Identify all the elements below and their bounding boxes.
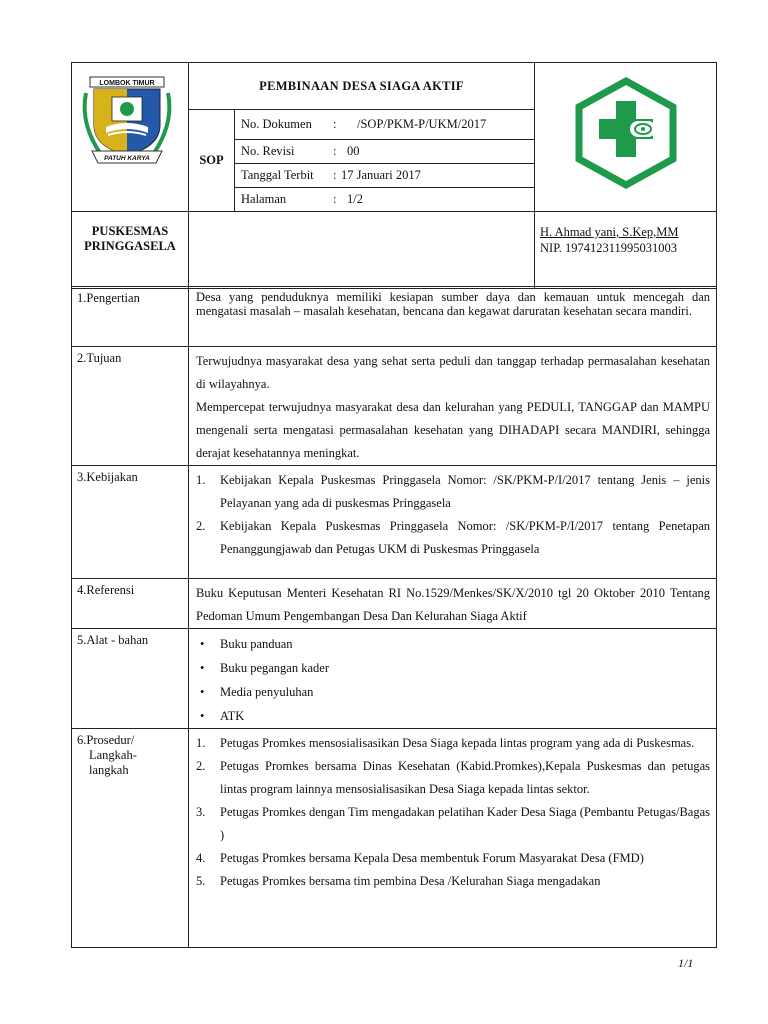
section-prosedur — [72, 729, 717, 948]
regency-logo-cell — [72, 63, 189, 212]
list-item: • Buku panduan — [196, 632, 710, 656]
meta-row-document-number: No. Dokumen : /SOP/PKM-P/UKM/2017 — [235, 110, 535, 140]
issue-date-value: 17 Januari 2017 — [341, 168, 421, 182]
section-pengertian — [72, 287, 717, 347]
section-kebijakan — [72, 466, 717, 579]
list-item: 1. Petugas Promkes mensosialisasikan Desa Siaga kepada lintas program yang ada di Puskesmas. — [196, 736, 695, 750]
meta-row-page: Halaman : 1/2 — [235, 188, 535, 212]
puskesmas-logo — [535, 63, 717, 207]
list-item: 2. Petugas Promkes bersama Dinas Kesehatan (Kabid.Promkes),Kepala Puskesmas dan petugas lintas program lainnya mensosialisasikan Desa Siaga kepada lintas sektor. — [196, 759, 710, 796]
sop-header-table — [71, 62, 717, 289]
meta-row-issue-date: Tanggal Terbit : 17 Januari 2017 — [235, 164, 535, 188]
section-label: 2.Tujuan — [72, 347, 189, 466]
list-item: 4. Petugas Promkes bersama Kepala Desa membentuk Forum Masyarakat Desa (FMD) — [196, 851, 644, 865]
section-label: 1.Pengertian — [72, 287, 189, 347]
page-value: 1/2 — [347, 192, 363, 206]
tujuan-paragraph-1: Terwujudnya masyarakat desa yang sehat serta peduli dan tanggap terhadap permasalahan kesehatan di wilayahnya. — [196, 354, 710, 391]
list-item: 3. Petugas Promkes dengan Tim mengadakan pelatihan Kader Desa Siaga (Pembantu Petugas/Bagas ) — [196, 805, 710, 842]
page-number: 1/1 — [678, 956, 694, 970]
logo-top-text: LOMBOK TIMUR — [99, 80, 155, 87]
bullet-icon: • — [200, 637, 205, 651]
bullet-icon: • — [200, 661, 205, 675]
document-number-value: /SOP/PKM-P/UKM/2017 — [357, 117, 487, 131]
section-label: 4.Referensi — [72, 579, 189, 629]
section-label: 3.Kebijakan — [72, 466, 189, 579]
signer-nip: NIP. 197412311995031003 — [540, 241, 678, 255]
section-alat-bahan — [72, 629, 717, 729]
bullet-icon: • — [200, 709, 205, 723]
list-item: 2. Kebijakan Kepala Puskesmas Pringgasela Nomor: /SK/PKM-P/I/2017 tentang Penetapan Penanggungjawab dan Petugas UKM di Puskesmas Pringgasela — [196, 519, 710, 556]
logo-bottom-text: PATUH KARYA — [104, 155, 150, 162]
lombok-timur-logo — [72, 63, 188, 207]
list-item: • Buku pegangan kader — [196, 656, 710, 680]
kebijakan-list — [196, 469, 710, 561]
list-item: 5. Petugas Promkes bersama tim pembina Desa /Kelurahan Siaga mengadakan — [196, 874, 601, 888]
document-title: PEMBINAAN DESA SIAGA AKTIF — [189, 63, 535, 110]
prosedur-list — [196, 732, 710, 893]
list-item: • Media penyuluhan — [196, 680, 710, 704]
header-blank-cell — [189, 212, 535, 289]
alat-bahan-list — [196, 632, 710, 728]
meta-row-revision: No. Revisi : 00 — [235, 140, 535, 164]
puskesmas-name: PUSKESMAS PRINGGASELA — [72, 212, 189, 289]
section-tujuan — [72, 347, 717, 466]
pengertian-text: Desa yang penduduknya memiliki kesiapan sumber daya dan kemauan untuk mencegah dan mengatasi masalah – masalah kesehatan, bencana dan kegawat daruratan kesehatan secara mandiri. — [196, 290, 710, 318]
signer-name: H. Ahmad yani, S.Kep,MM — [540, 225, 679, 239]
tujuan-paragraph-2: Mempercepat terwujudnya masyarakat desa dan kelurahan yang PEDULI, TANGGAP dan MAMPU mengenali serta mengatasi permasalahan kesehatan yang DIHADAPI secara MANDIRI, sehingga derajat kesehatannya meningkat. — [196, 400, 710, 460]
list-item: 1. Kebijakan Kepala Puskesmas Pringgasela Nomor: /SK/PKM-P/I/2017 tentang Jenis – jenis Pelayanan yang ada di puskesmas Pringgasela — [196, 473, 710, 510]
bullet-icon: • — [200, 685, 205, 699]
signature-block — [535, 212, 717, 289]
section-label: 5.Alat - bahan — [72, 629, 189, 729]
sop-content-table — [71, 286, 717, 948]
revision-value: 00 — [347, 144, 360, 158]
list-item: • ATK — [196, 704, 710, 728]
section-referensi — [72, 579, 717, 629]
referensi-text: Buku Keputusan Menteri Kesehatan RI No.1529/Menkes/SK/X/2010 tgl 20 Oktober 2010 Tentang Pedoman Umum Pengembangan Desa Dan Kelurahan Siaga Aktif — [196, 586, 710, 623]
sop-label: SOP — [189, 110, 235, 212]
section-label: 6.Prosedur/ Langkah- langkah — [72, 729, 189, 948]
health-logo-cell — [535, 63, 717, 212]
